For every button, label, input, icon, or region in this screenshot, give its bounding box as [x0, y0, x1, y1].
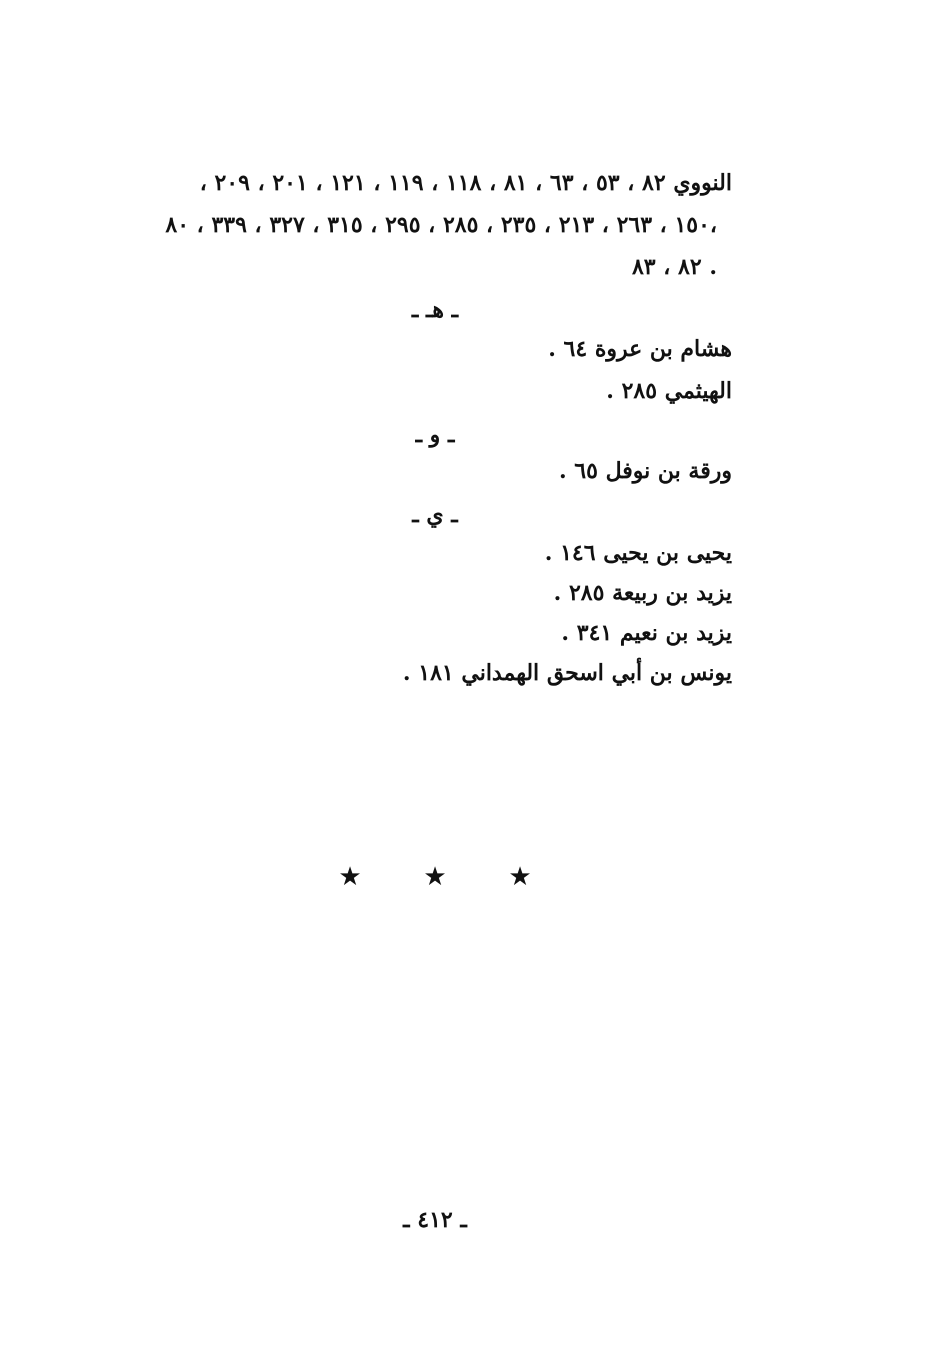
- index-entry-nawawi-line-2: ١٥٠ ، ٢٦٣ ، ٢١٣ ، ٢٣٥ ، ٢٨٥ ، ٢٩٥ ، ٣١٥ ، ٣٢٧ ، ٣٣٩ ، ٨٠،: [165, 212, 717, 238]
- index-entry-nawawi-line-1: النووي ٨٢ ، ٥٣ ، ٦٣ ، ٨١ ، ١١٨ ، ١١٩ ، ١٢١ ، ٢٠١ ، ٢٠٩ ،: [199, 170, 732, 196]
- letter-heading-waw: ـ و ـ: [415, 422, 455, 448]
- index-entry-yazid-nuaym: يزيد بن نعيم ٣٤١ .: [561, 620, 732, 646]
- star-icon: ★: [508, 862, 532, 892]
- star-icon: ★: [338, 862, 362, 892]
- page-number: ـ ٤١٢ ـ: [403, 1207, 467, 1233]
- index-entry-waraqa: ورقة بن نوفل ٦٥ .: [558, 458, 732, 484]
- letter-heading-ha: ـ هـ ـ: [411, 297, 459, 323]
- index-entry-yunus: يونس بن أبي اسحق الهمداني ١٨١ .: [402, 660, 732, 686]
- index-entry-yazid-rabia: يزيد بن ربيعة ٢٨٥ .: [553, 580, 732, 606]
- index-entry-hisham: هشام بن عروة ٦٤ .: [548, 336, 732, 362]
- section-end-ornament: [330, 862, 540, 892]
- letter-heading-ya: ـ ي ـ: [412, 502, 458, 528]
- index-entry-nawawi-line-3: ٨٢ ، ٨٣ .: [631, 254, 717, 280]
- star-icon: ★: [423, 862, 447, 892]
- index-entry-yahya: يحيى بن يحيى ١٤٦ .: [544, 540, 732, 566]
- index-entry-haythami: الهيثمي ٢٨٥ .: [606, 378, 732, 404]
